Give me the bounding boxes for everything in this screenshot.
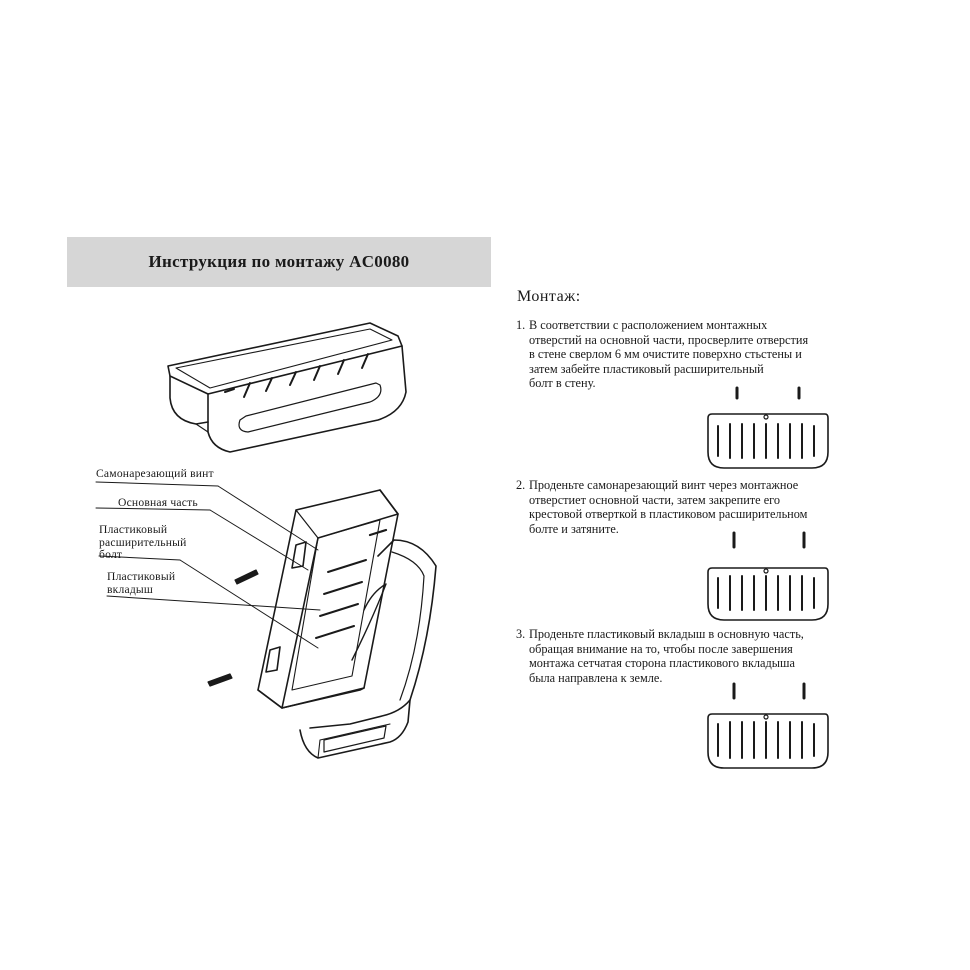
label-line: болт: [99, 548, 123, 561]
step-number: 1.: [516, 318, 526, 332]
step1-diagram: [708, 388, 828, 468]
step2-slots: [718, 576, 814, 610]
leader-lines: [96, 482, 320, 648]
label-main-part: Основная часть: [118, 496, 198, 509]
insert-illustration: [300, 540, 436, 758]
step3-diagram: [708, 684, 828, 768]
step-line: крестовой отверткой в пластиковом расширительном: [529, 507, 808, 522]
step2-diagram: [708, 533, 828, 620]
assembled-shelf-illustration: [168, 323, 406, 452]
step-line: отверстиет основной части, затем закрепите его: [529, 492, 781, 507]
label-line: Пластиковый: [99, 523, 168, 536]
label-line: вкладыш: [107, 582, 154, 596]
anchor-illustration: [208, 570, 258, 686]
step-line: обращая внимание на то, чтобы после завершения: [529, 641, 793, 656]
section-heading: Монтаж:: [517, 288, 581, 305]
label-line: Пластиковый: [107, 570, 176, 583]
step-line: монтажа сетчатая сторона пластикового вкладыша: [529, 656, 795, 671]
label-line: расширительный: [99, 535, 187, 549]
step-number: 3.: [516, 627, 526, 641]
step-line: болте и затяните.: [529, 521, 619, 536]
document-title: Инструкция по монтажу AC0080: [148, 252, 410, 271]
step-line: в стене сверлом 6 мм очистите поверхно стьстены и: [529, 347, 802, 362]
step-line: болт в стену.: [529, 376, 596, 391]
step-number: 2.: [516, 478, 526, 492]
main-part-illustration: [258, 490, 398, 708]
step-line: отверстий на основной части, просверлите отверстия: [529, 332, 809, 347]
step1-slots: [718, 424, 814, 458]
step-line: затем забейте пластиковый расширительный: [529, 361, 764, 376]
step-line: В соответствии с расположением монтажных: [529, 318, 768, 332]
step-line: Проденьте самонарезающий винт через монтажное: [529, 478, 799, 492]
frame-slots: [316, 560, 366, 638]
step3-slots: [718, 722, 814, 758]
step-line: была направлена к земле.: [529, 670, 663, 685]
label-screw: Самонарезающий винт: [96, 467, 214, 480]
step-line: Проденьте пластиковый вкладыш в основную часть,: [529, 627, 804, 641]
